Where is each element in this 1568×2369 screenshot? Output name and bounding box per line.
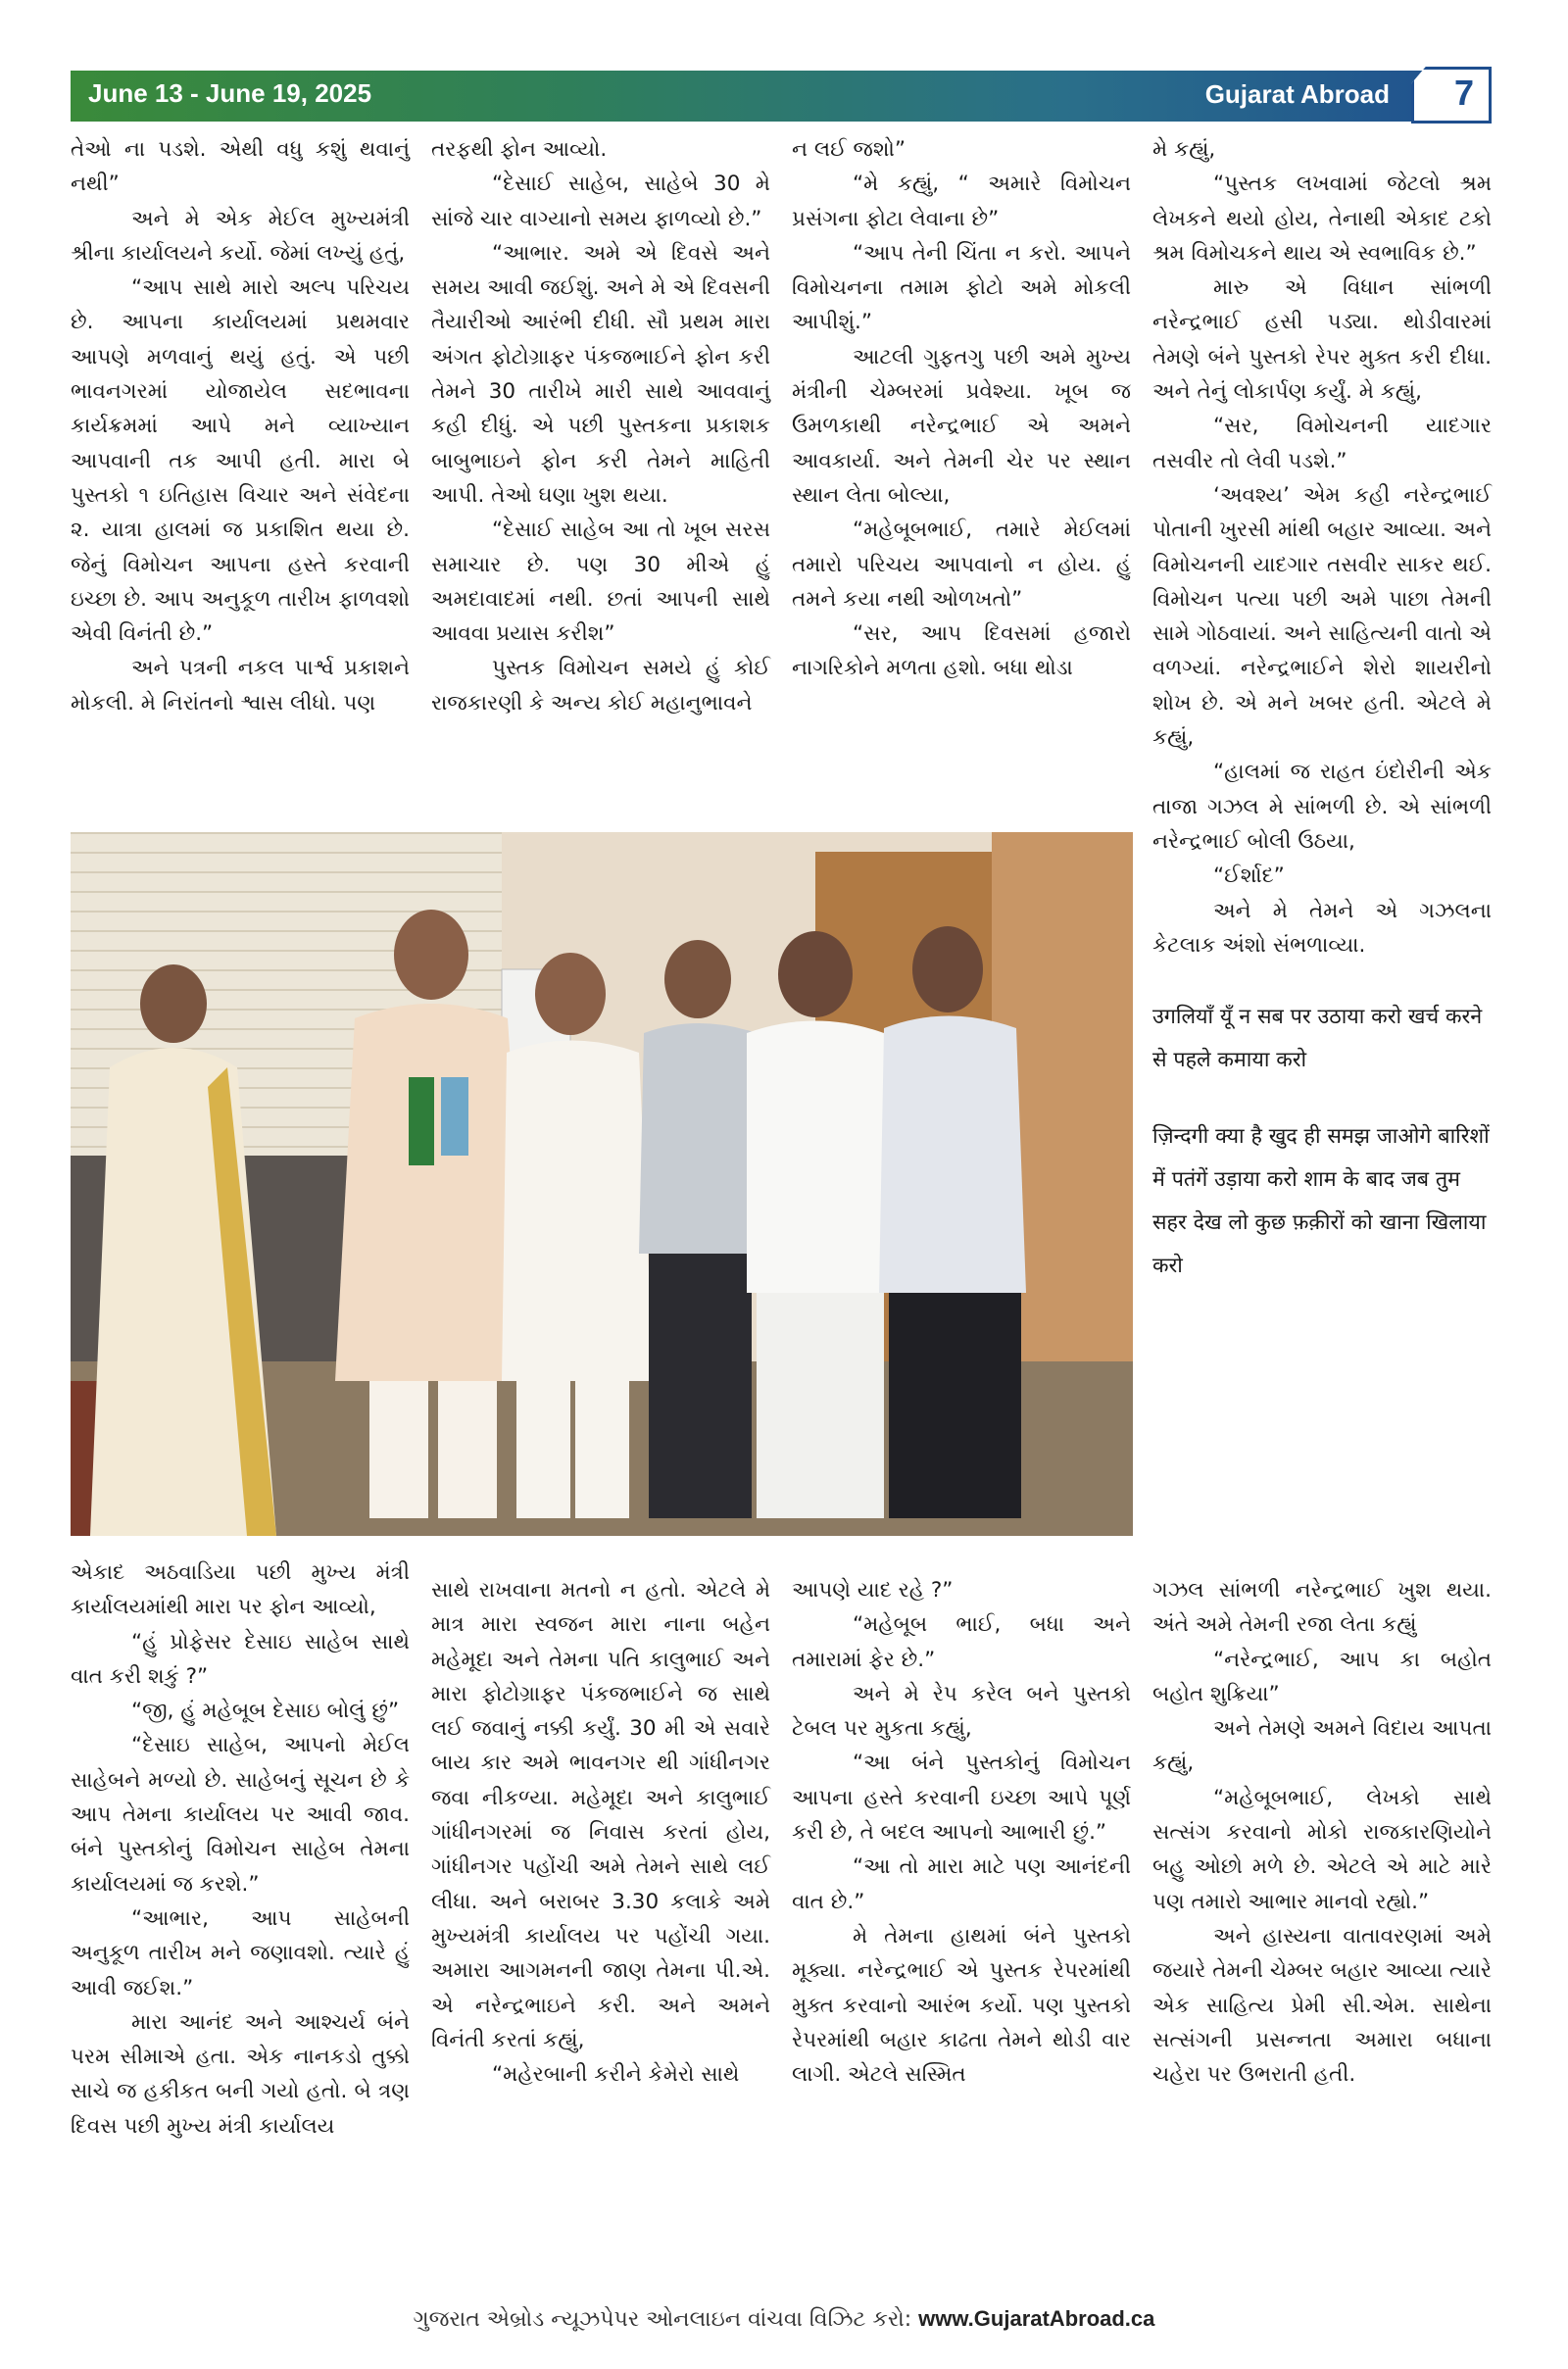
paragraph: “સર, વિમોચનની યાદગાર તસવીર તો લેવી પડશે.” <box>1152 414 1492 473</box>
paragraph: “દેસાઇ સાહેબ, આપનો મેઈલ સાહેબને મળ્યો છે. સાહેબનું સૂચન છે કે આપ તેમના કાર્યાલય પર આવી જાવ. બંને પુસ્તકોનું વિમોચન સાહેબ તેમના કાર્યાલયમાં જ કરશે.” <box>71 1733 410 1897</box>
article-column-1 <box>71 132 410 720</box>
paragraph: “મહેબૂબભાઈ, લેખકો સાથે સત્સંગ કરવાનો મોકો રાજકારણિયોને બહુ ઓછો મળે છે. એટલે એ માટે મારે પણ તમારો આભાર માનવો રહ્યો.” <box>1152 1785 1492 1914</box>
paragraph: સાથે રાખવાના મતનો ન હતો. એટલે મે માત્ર મારા સ્વજન મારા નાના બહેન મહેમૂદા અને તેમના પતિ કાલુભાઈ અને મારા ફોટોગ્રાફર પંકજભાઈને જ સાથે લઈ જવાનું નક્કી કર્યું. 30 મી એ સવારે બાય કાર અમે ભાવનગર થી ગાંધીનગર જવા નીકળ્યા. મહેમૂદા અને કાલુભાઈ ગાંધીનગરમાં જ નિવાસ કરતાં હોય, ગાંધીનગર પહોંચી અમે તેમને સાથે લઈ લીધા. અને બરાબર 3.30 કલાકે અમે મુખ્યમંત્રી કાર્યાલય પર પહોંચી ગયા. અમારા આગમનની જાણ તેમના પી.એ. એ નરેન્દ્રભાઇને કરી. અને અમને વિનંતી કરતાં કહ્યું, <box>431 1578 770 2052</box>
article-column-8 <box>1152 1573 1492 2092</box>
paragraph: “જી, હું મહેબૂબ દેસાઇ બોલું છું” <box>131 1699 400 1724</box>
paragraph: “આભાર. અમે એ દિવસે અને સમય આવી જઈશું. અને મે એ દિવસની તૈયારીઓ આરંભી દીધી. સૌ પ્રથમ મારા અંગત ફોટોગ્રાફર પંકજભાઈને ફોન કરી તેમને 30 તારીખે મારી સાથે આવવાનું કહી દીધું. એ પછી પુસ્તકના પ્રકાશક બાબુભાઇને ફોન કરી તેમને માહિતી આપી. તેઓ ઘણા ખુશ થયા. <box>431 240 770 508</box>
page-number: 7 <box>1453 73 1474 113</box>
paragraph: “મહેબૂબ ભાઈ, બધા અને તમારામાં ફેર છે.” <box>792 1612 1131 1672</box>
paragraph: “સર, આપ દિવસમાં હજારો નાગરિકોને મળતા હશો. બધા થોડા <box>792 621 1131 681</box>
footer-url[interactable]: www.GujaratAbroad.ca <box>918 2306 1155 2331</box>
paragraph: અને મે રેપ કરેલ બને પુસ્તકો ટેબલ પર મુકતા કહ્યું, <box>792 1681 1131 1742</box>
paragraph: “આ તો મારા માટે પણ આનંદની વાત છે.” <box>792 1854 1131 1914</box>
paragraph: ‘અવશ્ય’ એમ કહી નરેન્દ્રભાઈ પોતાની ખુરસી માંથી બહાર આવ્યા. અને વિમોચનની યાદગાર તસવીર સાકર થઈ. વિમોચન પત્યા પછી અમે પાછા તેમની સામે ગોઠવાયાં. અને સાહિત્યની વાતો એ વળગ્યાં. નરેન્દ્રભાઈને શેરો શાયરીનો શોખ છે. એ મને ખબર હતી. એટલે મે કહ્યું, <box>1152 482 1492 751</box>
paragraph: “આ બંને પુસ્તકોનું વિમોચન આપના હસ્તે કરવાની ઇચ્છા આપે પૂર્ણ કરી છે, તે બદલ આપનો આભારી છું.” <box>792 1751 1131 1846</box>
paragraph: “ઈર્શાદ” <box>1213 864 1285 889</box>
paragraph: મારુ એ વિધાન સાંભળી નરેન્દ્રભાઈ હસી પડ્યા. થોડીવારમાં તેમણે બંને પુસ્તકો રેપર મુક્ત કરી દીધા. અને તેનું લોકાર્પણ કર્યું. મે કહ્યું, <box>1152 275 1492 405</box>
paragraph: “મહેરબાની કરીને કેમેરો સાથે <box>492 2062 740 2088</box>
article-column-6 <box>431 1573 770 2092</box>
paragraph: “મે કહ્યું, “ અમારે વિમોચન પ્રસંગના ફોટા લેવાના છે” <box>792 172 1131 231</box>
paragraph: “આપ સાથે મારો અલ્પ પરિચય છે. આપના કાર્યાલયમાં પ્રથમવાર આપણે મળવાનું થયું હતું. એ પછી ભાવનગરમાં યોજાયેલ સદભાવના કાર્યક્રમમાં આપે મને વ્યાખ્યાન આપવાની તક આપી હતી. મારા બે પુસ્તકો ૧ ઇતિહાસ વિચાર અને સંવેદના ૨. યાત્રા હાલમાં જ પ્રકાશિત થયા છે. જેનું વિમોચન આપના હસ્તે કરવાની ઇચ્છા છે. આપ અનુકૂળ તારીખ ફાળવશો એવી વિનંતી છે.” <box>71 275 410 647</box>
paragraph: અને પત્રની નકલ પાર્શ્વ પ્રકાશને મોકલી. મે નિરાંતનો શ્વાસ લીધો. પણ <box>71 656 410 716</box>
paragraph: “આભાર, આપ સાહેબની અનુકૂળ તારીખ મને જણાવશો. ત્યારે હું આવી જઈશ.” <box>71 1905 410 2000</box>
photo-illustration <box>71 832 1133 1536</box>
article-column-7 <box>792 1573 1131 2092</box>
paragraph: આટલી ગુફતગુ પછી અમે મુખ્ય મંત્રીની ચેમ્બરમાં પ્રવેશ્યા. ખૂબ જ ઉમળકાથી નરેન્દ્રભાઈ એ અમને આવકાર્યા. અને તેમની ચેર પર સ્થાન સ્થાન લેતા બોલ્યા, <box>792 344 1131 508</box>
publication-name: Gujarat Abroad <box>1204 79 1390 109</box>
paragraph: તેઓ ના પડશે. એથી વધુ કશું થવાનું નથી” <box>71 137 410 197</box>
paragraph: તરફથી ફોન આવ્યો. <box>431 137 608 162</box>
paragraph: “દેસાઈ સાહેબ આ તો ખૂબ સરસ સમાચાર છે. પણ 30 મીએ હું અમદાવાદમાં નથી. છતાં આપની સાથે આવવા પ્રયાસ કરીશ” <box>431 518 770 647</box>
footer-text: ગુજરાત એબ્રોડ ન્યૂઝપેપર ઓનલાઇન વાંચવા વિઝિટ કરો: <box>413 2307 919 2332</box>
paragraph: “હાલમાં જ રાહત ઇંદોરીની એક તાજા ગઝલ મે સાંભળી છે. એ સાંભળી નરેન્દ્રભાઈ બોલી ઉઠયા, <box>1152 760 1492 854</box>
paragraph: અને હાસ્યના વાતાવરણમાં અમે જયારે તેમની ચેમ્બર બહાર આવ્યા ત્યારે એક સાહિત્ય પ્રેમી સી.એમ. સાથેના સત્સંગની પ્રસન્નતા અમારા બધાના ચહેરા પર ઉભરાતી હતી. <box>1152 1923 1492 2088</box>
paragraph: “મહેબૂબભાઈ, તમારે મેઈલમાં તમારો પરિચય આપવાનો ન હોય. હું તમને કયા નથી ઓળખતો” <box>792 518 1131 612</box>
paragraph: “દેસાઈ સાહેબ, સાહેબે 30 મે સાંજે ચાર વાગ્યાનો સમય ફાળવ્યો છે.” <box>431 172 770 231</box>
paragraph: અને મે એક મેઈલ મુખ્યમંત્રી શ્રીના કાર્યાલયને કર્યો. જેમાં લખ્યું હતું, <box>71 206 410 266</box>
paragraph: મારા આનંદ અને આશ્ચર્ય બંને પરમ સીમાએ હતા. એક નાનકડો તુક્કો સાચે જ હકીકત બની ગયો હતો. બે ત્રણ દિવસ પછી મુખ્ય મંત્રી કાર્યાલય <box>71 2009 410 2139</box>
paragraph: ન લઈ જશો” <box>792 137 906 162</box>
paragraph: પુસ્તક વિમોચન સમયે હું કોઈ રાજકારણી કે અન્ય કોઈ મહાનુભાવને <box>431 656 770 716</box>
paragraph: “નરેન્દ્રભાઈ, આપ કા બહોત બહોત શુક્રિયા” <box>1152 1647 1492 1706</box>
paragraph: અને તેમણે અમને વિદાય આપતા કહ્યું, <box>1152 1716 1492 1776</box>
paragraph: અને મે તેમને એ ગઝલના કેટલાક અંશો સંભળાવ્યા. <box>1152 898 1492 958</box>
paragraph: મે તેમના હાથમાં બંને પુસ્તકો મૂક્યા. નરેન્દ્રભાઈ એ પુસ્તક રેપરમાંથી મુક્ત કરવાનો આરંભ કર્યો. પણ પુસ્તકો રેપરમાંથી બહાર કાઢતા તેમને થોડી વાર લાગી. એટલે સસ્મિત <box>792 1923 1131 2088</box>
paragraph: “હું પ્રોફેસર દેસાઇ સાહેબ સાથે વાત કરી શકું ?” <box>71 1629 410 1689</box>
paragraph: આપણે યાદ રહે ?” <box>792 1578 954 1603</box>
article-column-3 <box>792 132 1131 686</box>
hindi-couplet-2: ज़िन्दगी क्या है खुद ही समझ जाओगे बारिशों में पतंगें उड़ाया करो शाम के बाद जब तुम सहर देख लो कुछ फ़क़ीरों को खाना खिलाया करो <box>1152 1124 1490 1279</box>
issue-date: June 13 - June 19, 2025 <box>88 78 372 108</box>
article-column-4 <box>1152 132 1492 1288</box>
hindi-couplet-1: उगलियाँ यूँ न सब पर उठाया करो खर्च करने से पहले कमाया करो <box>1152 1005 1483 1073</box>
paragraph: “પુસ્તક લખવામાં જેટલો શ્રમ લેખકને થયો હોય, તેનાથી એકાદ ટકો શ્રમ વિમોચકને થાય એ સ્વભાવિક છે.” <box>1152 172 1492 266</box>
article-column-5 <box>71 1555 410 2144</box>
page-number-box <box>1411 67 1492 123</box>
paragraph: “આપ તેની ચિંતા ન કરો. આપને વિમોચનના તમામ ફોટો અમે મોકલી આપીશું.” <box>792 240 1131 335</box>
paragraph: મે કહ્યું, <box>1152 137 1216 162</box>
page-footer <box>0 2306 1568 2332</box>
article-column-2 <box>431 132 770 720</box>
book-launch-photo <box>71 832 1133 1536</box>
paragraph: એકાદ અઠવાડિયા પછી મુખ્ય મંત્રી કાર્યાલયમાંથી મારા પર ફોન આવ્યો, <box>71 1560 410 1620</box>
page-header <box>71 71 1492 122</box>
paragraph: ગઝલ સાંભળી નરેન્દ્રભાઈ ખુશ થયા. અંતે અમે તેમની રજા લેતા કહ્યું <box>1152 1578 1492 1638</box>
